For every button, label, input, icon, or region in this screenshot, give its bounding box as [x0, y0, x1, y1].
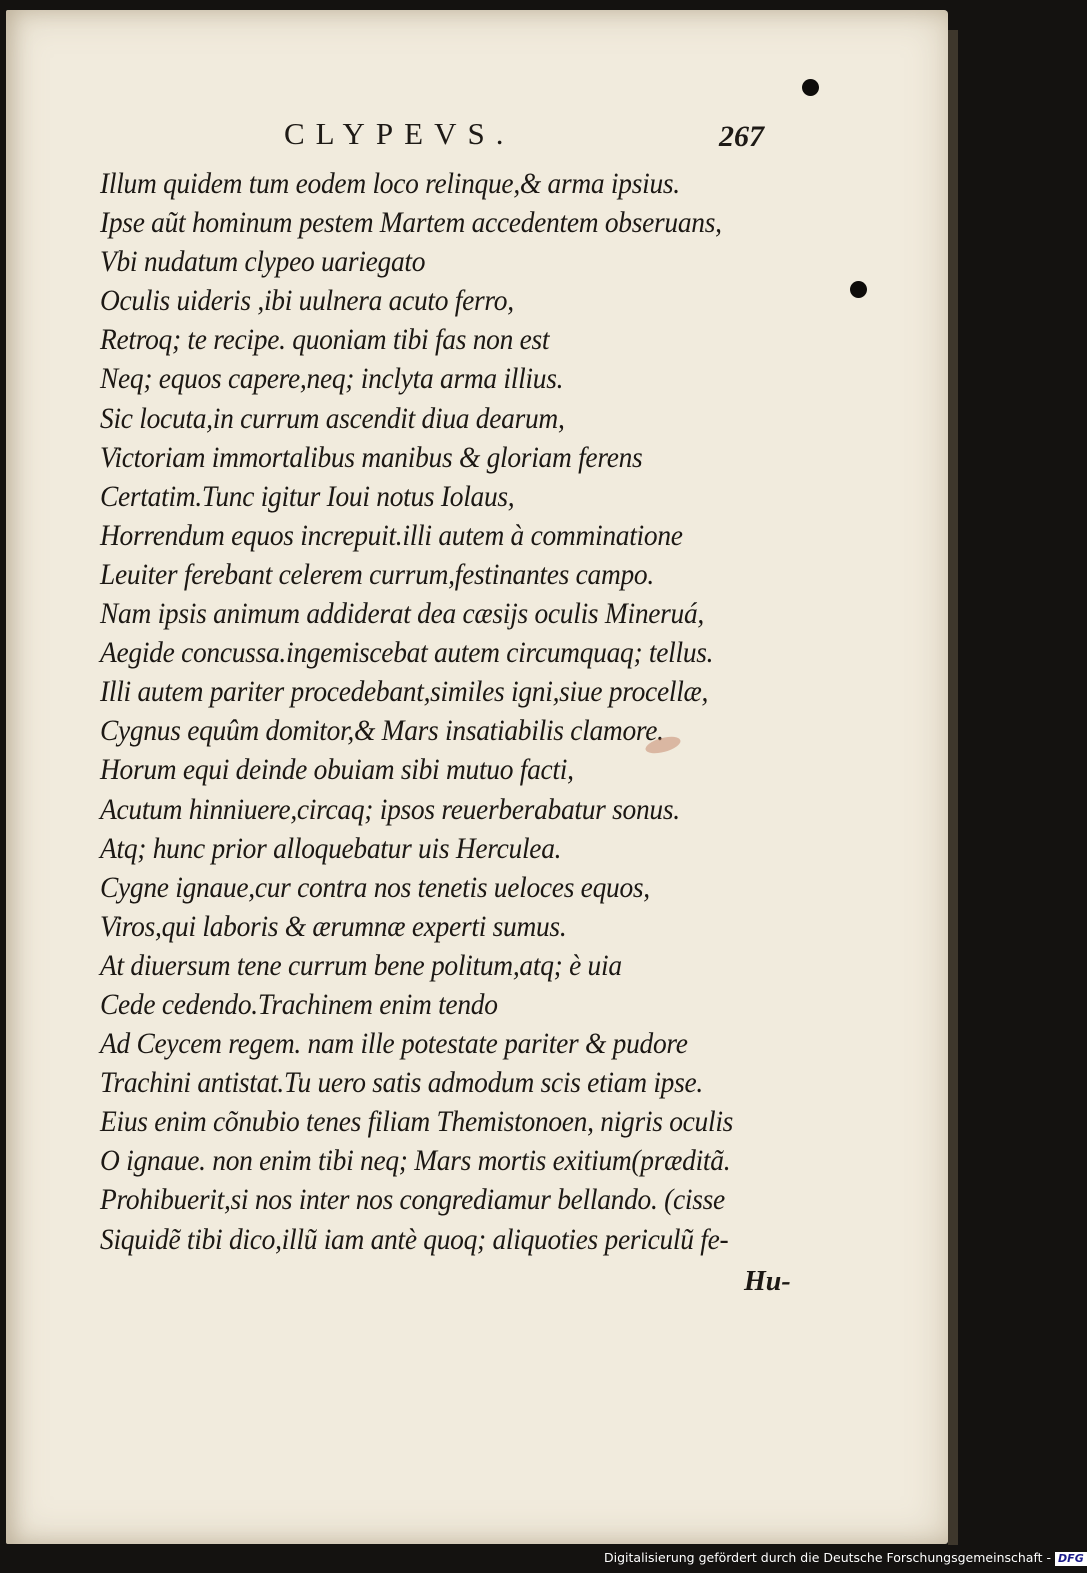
page-edge-shadow [948, 30, 958, 1545]
text-line: Atq; hunc prior alloquebatur uis Herculea. [100, 832, 562, 865]
page-number: 267 [719, 120, 764, 153]
text-line: Leuiter ferebant celerem currum,festinantes campo. [100, 558, 654, 591]
text-line: Vbi nudatum clypeo uariegato [100, 246, 426, 279]
text-line: Certatim.Tunc igitur Ioui notus Iolaus, [100, 480, 515, 513]
text-line: Prohibuerit,si nos inter nos congrediamur bellando. (cisse [100, 1184, 725, 1217]
text-line: Viros,qui laboris & ærumnæ experti sumus. [100, 910, 567, 943]
text-line: Nam ipsis animum addiderat dea cæsijs oculis Mineruá, [100, 598, 705, 631]
text-line: Acutum hinniuere,circaq; ipsos reuerberabatur sonus. [100, 793, 680, 826]
text-line: Sic locuta,in currum ascendit diua dearum, [100, 402, 565, 435]
catchword: Hu- [744, 1266, 791, 1297]
dfg-logo: DFG [1055, 1552, 1087, 1566]
text-line: Ipse aũt hominum pestem Martem accedentem obseruans, [100, 207, 722, 240]
text-line: Illum quidem tum eodem loco relinque,& arma ipsius. [100, 168, 680, 200]
digitization-credit [604, 1550, 1087, 1566]
ink-dot-mark [850, 281, 867, 298]
text-line: O ignaue. non enim tibi neq; Mars mortis exitium(præditã. [100, 1145, 731, 1178]
text-line: Neq; equos capere,neq; inclyta arma illius. [100, 363, 564, 396]
running-head: CLYPEVS. [284, 116, 515, 151]
credit-text: Digitalisierung gefördert durch die Deutsche Forschungsgemeinschaft - [604, 1550, 1052, 1565]
text-line: Cygne ignaue,cur contra nos tenetis ueloces equos, [100, 871, 650, 904]
text-line: Retroq; te recipe. quoniam tibi fas non est [100, 324, 550, 357]
text-line: At diuersum tene currum bene politum,atq; è uia [100, 949, 622, 982]
text-line: Aegide concussa.ingemiscebat autem circumquaq; tellus. [100, 637, 714, 670]
text-line: Victoriam immortalibus manibus & gloriam ferens [100, 441, 643, 474]
text-line: Oculis uideris ,ibi uulnera acuto ferro, [100, 285, 514, 318]
text-line: Cede cedendo.Trachinem enim tendo [100, 988, 498, 1021]
text-line: Trachini antistat.Tu uero satis admodum scis etiam ipse. [100, 1067, 703, 1100]
book-page [6, 10, 948, 1544]
text-line: Siquidẽ tibi dico,illũ iam antè quoq; aliquoties periculũ fe- [100, 1223, 729, 1256]
verse-text-block [100, 165, 820, 1260]
text-line: Eius enim cõnubio tenes filiam Themistonoen, nigris oculis [100, 1106, 734, 1139]
text-line: Ad Ceycem regem. nam ille potestate pariter & pudore [100, 1028, 688, 1061]
text-line: Horrendum equos increpuit.illi autem à comminatione [100, 519, 683, 552]
ink-dot-mark [802, 79, 819, 96]
text-line: Cygnus equûm domitor,& Mars insatiabilis clamore. [100, 715, 664, 748]
text-line: Horum equi deinde obuiam sibi mutuo facti, [100, 754, 574, 787]
text-line: Illi autem pariter procedebant,similes igni,siue procellæ, [100, 676, 709, 709]
